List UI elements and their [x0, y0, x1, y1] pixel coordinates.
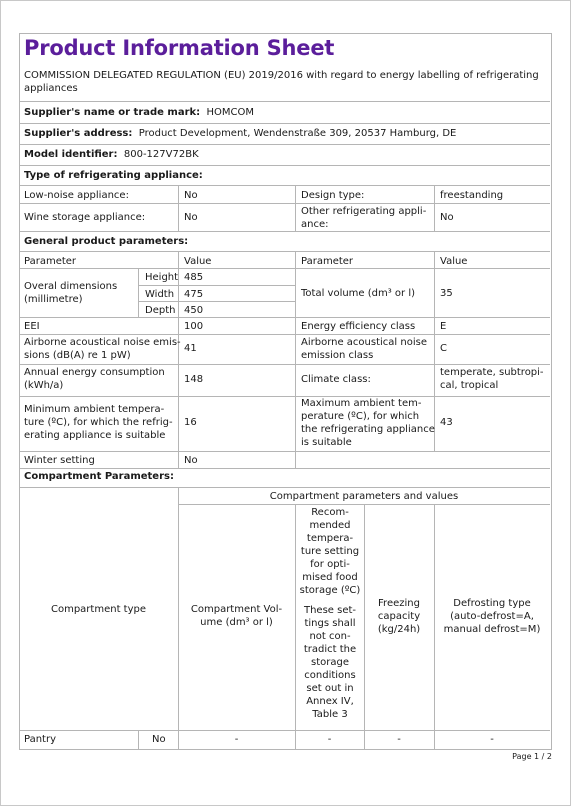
dimensions-label: Overal dimensions	[24, 281, 118, 292]
climate-label: Climate class:	[301, 374, 371, 385]
divider	[19, 101, 550, 102]
col-divider	[178, 487, 179, 749]
model-label: Model identifier:	[24, 149, 118, 160]
page-number: Page 1 / 2	[512, 752, 552, 761]
wine-storage-label: Wine storage appliance:	[24, 212, 146, 223]
page-title: Product Information Sheet	[24, 36, 335, 60]
total-volume-value: 35	[440, 288, 453, 299]
pantry-present-value: No	[152, 734, 166, 745]
low-noise-value: No	[184, 190, 198, 201]
supplier-name-value: HOMCOM	[206, 107, 255, 118]
height-value: 485	[184, 272, 204, 283]
divider	[19, 396, 550, 397]
depth-label: Depth	[145, 305, 176, 316]
wine-storage-value: No	[184, 212, 198, 223]
type-section-heading: Type of refrigerating appliance:	[24, 170, 203, 181]
climate-value-2: cal, tropical	[440, 380, 499, 391]
max-temp-value: 43	[440, 417, 453, 428]
recommended-temp-header: Recom- mended tempera- ture setting for opti- mised food storage (ºC) These set- tings shall not con- tradict the storage conditions set out in Annex IV, Table 3	[299, 507, 361, 720]
max-temp-label-2: perature (ºC), for which	[301, 411, 420, 422]
divider	[138, 301, 295, 302]
other-refrigerating-label: Other refrigerating appli-	[301, 206, 427, 217]
energy-class-label: Energy efficiency class	[301, 321, 416, 332]
col-divider	[364, 504, 365, 749]
noise-class-label: Airborne acoustical noise	[301, 337, 427, 348]
divider	[19, 123, 550, 124]
divider	[19, 231, 550, 232]
compartment-group-header: Compartment parameters and values	[269, 491, 459, 502]
design-type-value: freestanding	[440, 190, 504, 201]
energy-class-value: E	[440, 321, 447, 332]
general-section-heading: General product parameters:	[24, 236, 189, 247]
eei-value: 100	[184, 321, 204, 332]
noise-class-value: C	[440, 343, 447, 354]
noise-label-2: sions (dB(A) re 1 pW)	[24, 350, 131, 361]
min-temp-value: 16	[184, 417, 197, 428]
annual-energy-unit: (kWh/a)	[24, 380, 64, 391]
other-refrigerating-label-2: ance:	[301, 219, 329, 230]
height-label: Height	[145, 272, 179, 283]
eei-label: EEI	[24, 321, 40, 332]
low-noise-label: Low-noise appliance:	[24, 190, 129, 201]
col-divider	[434, 251, 435, 451]
width-label: Width	[145, 289, 175, 300]
col-divider	[138, 730, 139, 749]
parameter-header: Parameter	[301, 256, 354, 267]
noise-class-label-2: emission class	[301, 350, 374, 361]
pantry-freezing-value: -	[397, 734, 401, 745]
divider	[19, 165, 550, 166]
annual-energy-label: Annual energy consumption	[24, 367, 165, 378]
width-value: 475	[184, 289, 204, 300]
divider	[19, 451, 550, 452]
col-divider	[138, 268, 139, 317]
col-divider	[295, 251, 296, 468]
total-volume-label: Total volume (dm³ or l)	[301, 288, 416, 299]
divider	[19, 251, 550, 252]
pantry-defrost-value: -	[490, 734, 494, 745]
divider	[19, 364, 550, 365]
freezing-capacity-header: Freezing capacity (kg/24h)	[377, 598, 421, 635]
compartment-type-header: Compartment type	[50, 604, 147, 615]
pantry-label: Pantry	[24, 734, 56, 745]
divider	[138, 285, 295, 286]
dimensions-unit: (millimetre)	[24, 294, 83, 305]
divider	[19, 185, 550, 186]
max-temp-label-4: is suitable	[301, 437, 352, 448]
max-temp-label-3: the refrigerating appliance	[301, 424, 435, 435]
climate-value: temperate, subtropi-	[440, 367, 544, 378]
col-divider	[434, 185, 435, 231]
model-row	[24, 148, 199, 161]
max-temp-label: Maximum ambient tem-	[301, 398, 422, 409]
value-header: Value	[184, 256, 212, 267]
pantry-temp-value: -	[327, 734, 332, 745]
divider	[19, 268, 550, 269]
divider	[19, 730, 550, 731]
divider	[19, 468, 550, 469]
col-divider	[434, 504, 435, 749]
supplier-address-row	[24, 127, 456, 140]
col-divider	[295, 185, 296, 231]
supplier-address-label: Supplier's address:	[24, 128, 133, 139]
divider	[19, 487, 550, 488]
compartment-section-heading: Compartment Parameters:	[24, 471, 174, 482]
supplier-name-row	[24, 106, 254, 119]
annual-energy-value: 148	[184, 374, 204, 385]
winter-setting-value: No	[184, 455, 198, 466]
noise-label: Airborne acoustical noise emis-	[24, 337, 181, 348]
compartment-volume-header: Compartment Vol-ume (dm³ or l)	[190, 604, 283, 628]
design-type-label: Design type:	[301, 190, 365, 201]
winter-setting-label: Winter setting	[24, 455, 95, 466]
min-temp-label: Minimum ambient tempera-	[24, 404, 165, 415]
value-header: Value	[440, 256, 468, 267]
other-refrigerating-value: No	[440, 212, 454, 223]
min-temp-label-2: ture (ºC), for which the refrig-	[24, 417, 173, 428]
model-value: 800-127V72BK	[123, 149, 199, 160]
col-divider	[178, 251, 179, 468]
divider	[19, 317, 550, 318]
parameter-header: Parameter	[24, 256, 77, 267]
pantry-volume-value: -	[234, 734, 239, 745]
supplier-name-label: Supplier's name or trade mark:	[24, 107, 201, 118]
divider	[19, 203, 550, 204]
regulation-text: COMMISSION DELEGATED REGULATION (EU) 2019/2016 with regard to energy labelling of refrigerating appliances	[24, 70, 539, 94]
depth-value: 450	[184, 305, 204, 316]
defrosting-type-header: Defrosting type (auto-defrost=A, manual defrost=M)	[443, 598, 541, 635]
min-temp-label-3: erating appliance is suitable	[24, 430, 166, 441]
supplier-address-value: Product Development, Wendenstraße 309, 20537 Hamburg, DE	[138, 128, 457, 139]
divider	[19, 334, 550, 335]
col-divider	[178, 185, 179, 231]
noise-value: 41	[184, 343, 197, 354]
divider	[19, 144, 550, 145]
